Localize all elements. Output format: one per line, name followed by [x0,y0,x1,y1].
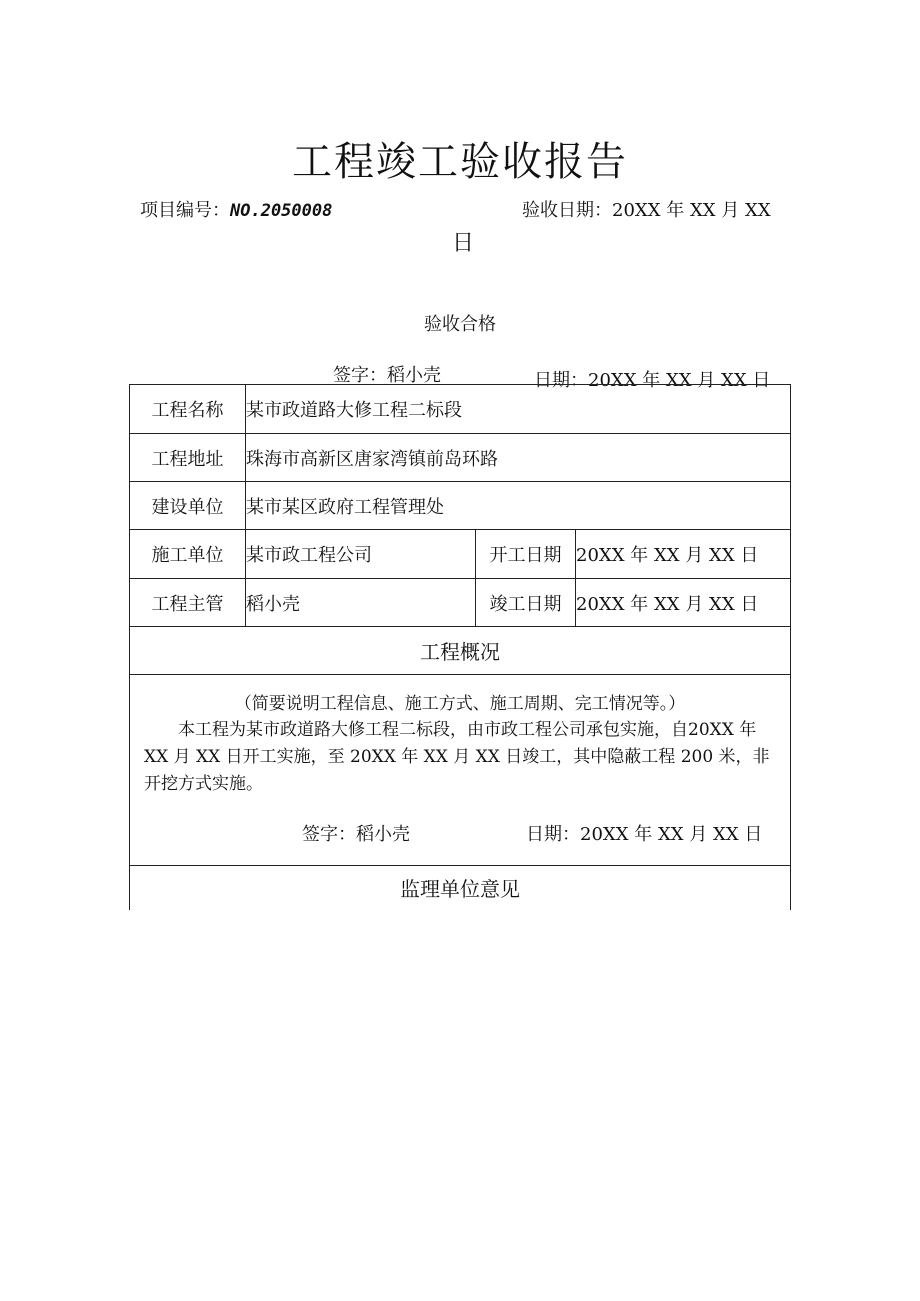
table-row [130,675,791,866]
project-number [140,196,332,222]
project-name-value: 某市政道路大修工程二标段 [246,385,791,434]
signature-date: 日期：20XX 年 XX 月 XX 日 [534,370,771,391]
acceptance-date-label: 验收日期： [522,200,612,221]
project-number-label: 项目编号： [140,200,230,221]
acceptance-date-wrap: 日 [452,230,475,255]
table-row [130,530,791,579]
project-number-value: NO.2050008 [230,201,333,221]
overview-header: 工程概况 [130,627,791,675]
table-row [130,434,791,482]
project-name-label: 工程名称 [130,385,246,434]
overview-hint: （简要说明工程信息、施工方式、施工周期、完工情况等。） [234,694,686,714]
acceptance-verdict: 验收合格 [424,314,496,335]
builder-label: 建设单位 [130,482,246,530]
report-title: 工程竣工验收报告 [292,139,628,185]
project-address-label: 工程地址 [130,434,246,482]
builder-value: 某市某区政府工程管理处 [246,482,791,530]
table-row [130,627,791,675]
contractor-label: 施工单位 [130,530,246,579]
manager-label: 工程主管 [130,579,246,627]
finish-date-label: 竣工日期 [476,579,576,627]
manager-value: 稻小壳 [246,579,476,627]
supervisor-header: 监理单位意见 [130,866,791,910]
overview-signature [130,798,790,858]
start-date-value: 20XX 年 XX 月 XX 日 [576,530,791,579]
table-row [130,385,791,434]
project-address-value: 珠海市高新区唐家湾镇前岛环路 [246,434,791,482]
signature-line: 签字：稻小壳 [333,365,441,386]
table-row [130,866,791,910]
overview-cell [130,675,791,866]
overview-body: 本工程为某市政道路大修工程二标段，由市政工程公司承包实施，自20XX 年 XX 月 XX 日开工实施，至 20XX 年 XX 月 XX 日竣工，其中隐蔽工程 200 米，非开挖方式实施。 [144,720,770,794]
overview-date: 日期：20XX 年 XX 月 XX 日 [526,824,763,845]
overview-sign: 签字：稻小壳 [302,824,410,845]
report-table [129,384,791,910]
finish-date-value: 20XX 年 XX 月 XX 日 [576,579,791,627]
table-row [130,579,791,627]
acceptance-date-value: 20XX 年 XX 月 XX [612,200,771,221]
acceptance-date [522,196,771,222]
contractor-value: 某市政工程公司 [246,530,476,579]
start-date-label: 开工日期 [476,530,576,579]
table-row [130,482,791,530]
